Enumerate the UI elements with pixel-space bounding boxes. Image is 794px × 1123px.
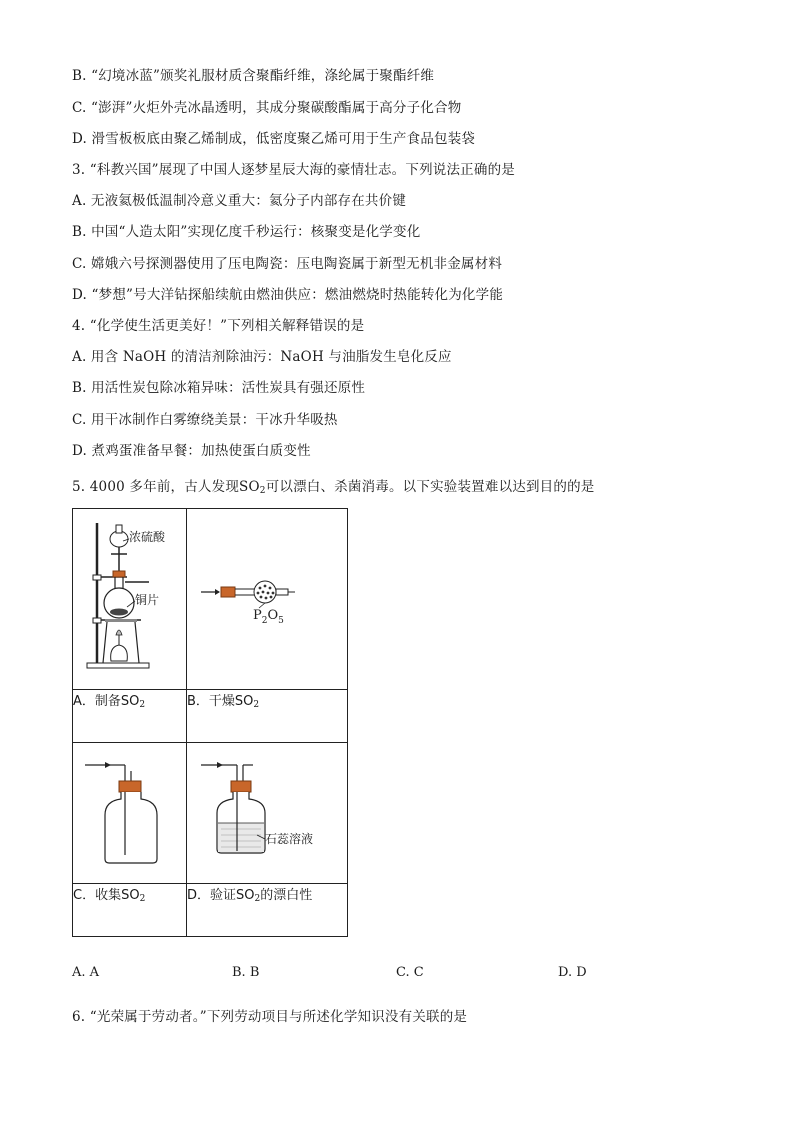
answer-choice-d: D. D [558, 965, 587, 980]
question-3-option-b: B. 中国“人造太阳”实现亿度千秒运行：核聚变是化学变化 [72, 224, 421, 240]
question-3-option-a: A. 无液氦极低温制冷意义重大：氦分子内部存在共价键 [72, 193, 407, 209]
litmus-solution-label: 石蕊溶液 [265, 832, 314, 846]
copper-sulfuric-acid-apparatus-figure [73, 509, 186, 685]
question-2-option-c: C. “澎湃”火炬外壳冰晶透明，其成分聚碳酸酯属于高分子化合物 [72, 100, 462, 116]
gas-collection-bottle-figure [73, 743, 186, 879]
figure-c-cell [73, 743, 187, 884]
caption-d: D．验证$SO_2$的漂白性 [187, 884, 348, 937]
question-4-option-c: C. 用干冰制作白雾缭绕美景：干冰升华吸热 [72, 412, 338, 428]
question-2-option-b: B. “幻境冰蓝”颁奖礼服材质含聚酯纤维，涤纶属于聚酯纤维 [72, 68, 435, 84]
question-3-stem: 3. “科教兴国”展现了中国人逐梦星辰大海的豪情壮志。下列说法正确的是 [72, 162, 515, 178]
answer-choice-a: A. A [72, 965, 100, 980]
question-4-option-a: A. 用含 NaOH 的清洁剂除油污：NaOH 与油脂发生皂化反应 [72, 349, 452, 365]
question-3-option-d: D. “梦想”号大洋钻探船续航由燃油供应：燃油燃烧时热能转化为化学能 [72, 287, 504, 303]
question-4-stem: 4. “化学使生活更美好！”下列相关解释错误的是 [72, 318, 365, 334]
question-4-option-d: D. 煮鸡蛋准备早餐：加热使蛋白质变性 [72, 443, 311, 459]
caption-b: B．干燥$SO_2$ [187, 690, 348, 743]
drying-tube-figure [187, 509, 347, 685]
question-6-stem: 6. “光荣属于劳动者。”下列劳动项目与所述化学知识没有关联的是 [72, 1009, 468, 1025]
answer-choice-b: B. B [232, 965, 260, 980]
apparatus-table [72, 508, 348, 937]
caption-a: A．制备$SO_2$ [73, 690, 187, 743]
caption-c: C．收集$SO_2$ [73, 884, 187, 937]
question-3-option-c: C. 嫦娥六号探测器使用了压电陶瓷：压电陶瓷属于新型无机非金属材料 [72, 256, 503, 272]
figure-b-cell [187, 509, 348, 690]
litmus-solution-bottle-figure [187, 743, 347, 879]
question-5-stem: 5. 4000 多年前，古人发现$SO_2$可以漂白、杀菌消毒。以下实验装置难以达到目的的是 [72, 479, 595, 496]
copper-sheet-label: 铜片 [135, 593, 160, 607]
figure-d-cell [187, 743, 348, 884]
concentrated-sulfuric-acid-label: 浓硫酸 [129, 530, 166, 544]
answer-choice-c: C. C [396, 965, 424, 980]
figure-a-cell [73, 509, 187, 690]
phosphorus-pentoxide-label: $P_2O_5$ [253, 608, 284, 626]
question-2-option-d: D. 滑雪板板底由聚乙烯制成，低密度聚乙烯可用于生产食品包装袋 [72, 131, 476, 147]
question-5-answer-choices [72, 965, 592, 985]
question-4-option-b: B. 用活性炭包除冰箱异味：活性炭具有强还原性 [72, 380, 366, 396]
